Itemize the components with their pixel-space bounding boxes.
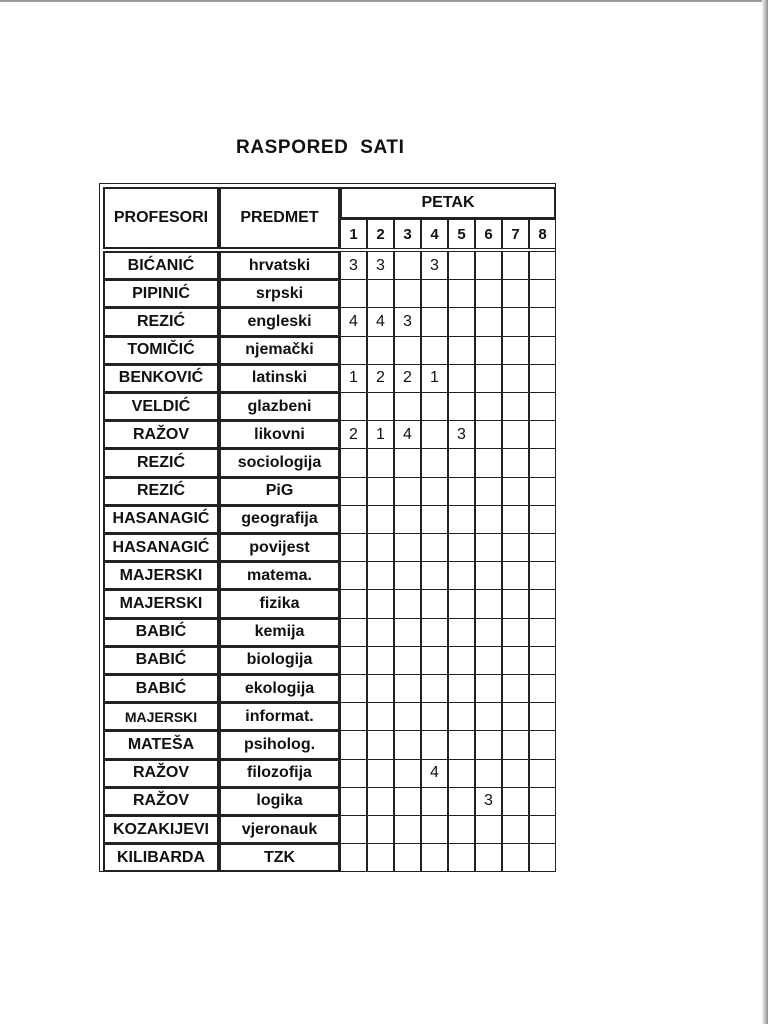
- hour-cell: [340, 533, 367, 562]
- hour-cell: 2: [394, 364, 421, 393]
- period-header-1: 1: [340, 219, 367, 249]
- hour-cell: [502, 420, 529, 449]
- hour-cell: [529, 730, 556, 759]
- professor-cell: BABIĆ: [103, 674, 219, 703]
- subject-cell: srpski: [219, 279, 340, 308]
- hour-cell: [475, 505, 502, 534]
- subject-cell: glazbeni: [219, 392, 340, 421]
- hour-cell: [340, 505, 367, 534]
- page-title: RASPORED SATI: [236, 137, 405, 158]
- hour-cell: [394, 702, 421, 731]
- professor-cell: MATEŠA: [103, 730, 219, 759]
- hour-cell: [448, 533, 475, 562]
- professor-cell: MAJERSKI: [103, 589, 219, 618]
- hour-cell: 1: [367, 420, 394, 449]
- hour-cell: [502, 702, 529, 731]
- hour-cell: [394, 674, 421, 703]
- hour-cell: [394, 618, 421, 647]
- professor-cell: HASANAGIĆ: [103, 533, 219, 562]
- subject-cell: fizika: [219, 589, 340, 618]
- period-header-4: 4: [421, 219, 448, 249]
- scan-edge-right: [762, 0, 768, 1024]
- hour-cell: [421, 477, 448, 506]
- hour-cell: [421, 702, 448, 731]
- hour-cell: [421, 307, 448, 336]
- period-header-6: 6: [475, 219, 502, 249]
- hour-cell: [367, 477, 394, 506]
- hour-cell: [421, 392, 448, 421]
- hour-cell: [529, 364, 556, 393]
- hour-cell: [475, 730, 502, 759]
- hour-cell: [529, 646, 556, 675]
- hour-cell: 4: [394, 420, 421, 449]
- hour-cell: 3: [394, 307, 421, 336]
- subject-cell: geografija: [219, 505, 340, 534]
- hour-cell: [394, 477, 421, 506]
- hour-cell: [502, 618, 529, 647]
- hour-cell: [340, 730, 367, 759]
- hour-cell: [529, 561, 556, 590]
- professor-cell: BABIĆ: [103, 618, 219, 647]
- hour-cell: [529, 589, 556, 618]
- hour-cell: [367, 589, 394, 618]
- hour-cell: [421, 336, 448, 365]
- hour-cell: [367, 843, 394, 872]
- hour-cell: [529, 336, 556, 365]
- subject-cell: likovni: [219, 420, 340, 449]
- hour-cell: [448, 477, 475, 506]
- hour-cell: [394, 533, 421, 562]
- subject-cell: vjeronauk: [219, 815, 340, 844]
- subject-cell: latinski: [219, 364, 340, 393]
- hour-cell: [448, 618, 475, 647]
- hour-cell: [475, 589, 502, 618]
- hour-cell: [448, 505, 475, 534]
- hour-cell: [340, 787, 367, 816]
- period-header-5: 5: [448, 219, 475, 249]
- hour-cell: [475, 759, 502, 788]
- hour-cell: [340, 279, 367, 308]
- hour-cell: [529, 477, 556, 506]
- header-subject: PREDMET: [219, 187, 340, 249]
- hour-cell: [367, 336, 394, 365]
- hour-cell: [475, 815, 502, 844]
- professor-cell: REZIĆ: [103, 448, 219, 477]
- hour-cell: [448, 702, 475, 731]
- hour-cell: [340, 561, 367, 590]
- hour-cell: [448, 589, 475, 618]
- subject-cell: psiholog.: [219, 730, 340, 759]
- hour-cell: [448, 364, 475, 393]
- hour-cell: [475, 251, 502, 280]
- professor-cell: BENKOVIĆ: [103, 364, 219, 393]
- subject-cell: sociologija: [219, 448, 340, 477]
- hour-cell: [421, 448, 448, 477]
- hour-cell: [475, 533, 502, 562]
- hour-cell: [340, 843, 367, 872]
- hour-cell: [448, 336, 475, 365]
- hour-cell: 3: [367, 251, 394, 280]
- professor-cell: RAŽOV: [103, 420, 219, 449]
- hour-cell: [502, 759, 529, 788]
- hour-cell: [529, 787, 556, 816]
- hour-cell: [475, 420, 502, 449]
- subject-cell: povijest: [219, 533, 340, 562]
- subject-cell: PiG: [219, 477, 340, 506]
- hour-cell: [421, 533, 448, 562]
- hour-cell: [367, 815, 394, 844]
- hour-cell: [394, 392, 421, 421]
- hour-cell: [367, 618, 394, 647]
- hour-cell: [475, 448, 502, 477]
- hour-cell: [421, 279, 448, 308]
- hour-cell: [502, 815, 529, 844]
- hour-cell: [502, 787, 529, 816]
- hour-cell: [421, 420, 448, 449]
- hour-cell: 2: [340, 420, 367, 449]
- hour-cell: [502, 646, 529, 675]
- subject-cell: filozofija: [219, 759, 340, 788]
- hour-cell: [475, 364, 502, 393]
- hour-cell: [502, 533, 529, 562]
- professor-cell: MAJERSKI: [103, 702, 219, 731]
- hour-cell: [421, 843, 448, 872]
- professor-cell: KOZAKIJEVI: [103, 815, 219, 844]
- hour-cell: [502, 392, 529, 421]
- hour-cell: [502, 505, 529, 534]
- hour-cell: [448, 674, 475, 703]
- hour-cell: [502, 477, 529, 506]
- hour-cell: [367, 505, 394, 534]
- hour-cell: [367, 279, 394, 308]
- subject-cell: logika: [219, 787, 340, 816]
- hour-cell: 3: [421, 251, 448, 280]
- hour-cell: [529, 815, 556, 844]
- hour-cell: [448, 646, 475, 675]
- hour-cell: 3: [448, 420, 475, 449]
- professor-cell: MAJERSKI: [103, 561, 219, 590]
- hour-cell: [367, 702, 394, 731]
- period-header-7: 7: [502, 219, 529, 249]
- hour-cell: [529, 759, 556, 788]
- hour-cell: [502, 251, 529, 280]
- hour-cell: [394, 843, 421, 872]
- hour-cell: [340, 674, 367, 703]
- hour-cell: [340, 759, 367, 788]
- hour-cell: [340, 702, 367, 731]
- hour-cell: [529, 307, 556, 336]
- hour-cell: [340, 448, 367, 477]
- hour-cell: [502, 674, 529, 703]
- subject-cell: njemački: [219, 336, 340, 365]
- professor-cell: KILIBARDA: [103, 843, 219, 872]
- professor-cell: RAŽOV: [103, 787, 219, 816]
- hour-cell: [475, 702, 502, 731]
- hour-cell: [475, 843, 502, 872]
- hour-cell: [421, 561, 448, 590]
- hour-cell: [475, 307, 502, 336]
- hour-cell: [475, 561, 502, 590]
- hour-cell: [394, 815, 421, 844]
- hour-cell: [529, 448, 556, 477]
- hour-cell: [394, 336, 421, 365]
- professor-cell: PIPINIĆ: [103, 279, 219, 308]
- hour-cell: [367, 392, 394, 421]
- hour-cell: [367, 787, 394, 816]
- hour-cell: [529, 533, 556, 562]
- hour-cell: [448, 730, 475, 759]
- hour-cell: [340, 589, 367, 618]
- hour-cell: [502, 448, 529, 477]
- subject-cell: informat.: [219, 702, 340, 731]
- hour-cell: [475, 392, 502, 421]
- hour-cell: [340, 815, 367, 844]
- hour-cell: [421, 815, 448, 844]
- hour-cell: [367, 561, 394, 590]
- hour-cell: [421, 589, 448, 618]
- hour-cell: [529, 420, 556, 449]
- hour-cell: [394, 279, 421, 308]
- hour-cell: [502, 843, 529, 872]
- hour-cell: [502, 561, 529, 590]
- hour-cell: [421, 618, 448, 647]
- professor-cell: TOMIČIĆ: [103, 336, 219, 365]
- period-header-3: 3: [394, 219, 421, 249]
- hour-cell: [448, 279, 475, 308]
- hour-cell: [502, 364, 529, 393]
- subject-cell: matema.: [219, 561, 340, 590]
- hour-cell: [502, 336, 529, 365]
- professor-cell: REZIĆ: [103, 477, 219, 506]
- hour-cell: [502, 279, 529, 308]
- hour-cell: [394, 251, 421, 280]
- hour-cell: [394, 759, 421, 788]
- hour-cell: [394, 730, 421, 759]
- hour-cell: [502, 307, 529, 336]
- professor-cell: REZIĆ: [103, 307, 219, 336]
- hour-cell: [502, 589, 529, 618]
- hour-cell: [448, 759, 475, 788]
- hour-cell: [529, 674, 556, 703]
- hour-cell: [367, 448, 394, 477]
- hour-cell: [367, 533, 394, 562]
- scan-edge-top: [0, 0, 768, 2]
- hour-cell: [421, 646, 448, 675]
- hour-cell: [448, 448, 475, 477]
- professor-cell: BIĆANIĆ: [103, 251, 219, 280]
- hour-cell: [421, 787, 448, 816]
- hour-cell: [448, 251, 475, 280]
- hour-cell: 1: [421, 364, 448, 393]
- hour-cell: [421, 730, 448, 759]
- hour-cell: [421, 674, 448, 703]
- hour-cell: [394, 589, 421, 618]
- hour-cell: 4: [367, 307, 394, 336]
- period-header-8: 8: [529, 219, 556, 249]
- period-header-2: 2: [367, 219, 394, 249]
- hour-cell: [448, 815, 475, 844]
- hour-cell: [394, 787, 421, 816]
- hour-cell: [475, 674, 502, 703]
- hour-cell: [340, 392, 367, 421]
- hour-cell: [529, 251, 556, 280]
- hour-cell: [367, 646, 394, 675]
- hour-cell: [394, 448, 421, 477]
- subject-cell: hrvatski: [219, 251, 340, 280]
- subject-cell: kemija: [219, 618, 340, 647]
- subject-cell: engleski: [219, 307, 340, 336]
- hour-cell: 2: [367, 364, 394, 393]
- hour-cell: [448, 561, 475, 590]
- professor-cell: BABIĆ: [103, 646, 219, 675]
- hour-cell: [394, 561, 421, 590]
- hour-cell: 3: [475, 787, 502, 816]
- subject-cell: ekologija: [219, 674, 340, 703]
- hour-cell: [394, 505, 421, 534]
- hour-cell: [475, 279, 502, 308]
- hour-cell: [394, 646, 421, 675]
- schedule-table: [103, 187, 556, 872]
- hour-cell: [340, 477, 367, 506]
- hour-cell: [367, 759, 394, 788]
- hour-cell: [448, 787, 475, 816]
- hour-cell: [475, 618, 502, 647]
- professor-cell: HASANAGIĆ: [103, 505, 219, 534]
- header-day: PETAK: [340, 187, 556, 219]
- hour-cell: [502, 730, 529, 759]
- hour-cell: [529, 505, 556, 534]
- hour-cell: [448, 392, 475, 421]
- hour-cell: [529, 618, 556, 647]
- professor-cell: RAŽOV: [103, 759, 219, 788]
- subject-cell: TZK: [219, 843, 340, 872]
- hour-cell: [475, 477, 502, 506]
- subject-cell: biologija: [219, 646, 340, 675]
- hour-cell: [529, 392, 556, 421]
- hour-cell: [367, 730, 394, 759]
- hour-cell: 4: [421, 759, 448, 788]
- hour-cell: [367, 674, 394, 703]
- hour-cell: [340, 618, 367, 647]
- hour-cell: [475, 646, 502, 675]
- hour-cell: [421, 505, 448, 534]
- hour-cell: [529, 279, 556, 308]
- hour-cell: [475, 336, 502, 365]
- hour-cell: [340, 336, 367, 365]
- header-professors: PROFESORI: [103, 187, 219, 249]
- hour-cell: [448, 307, 475, 336]
- hour-cell: [340, 646, 367, 675]
- hour-cell: 4: [340, 307, 367, 336]
- professor-cell: VELDIĆ: [103, 392, 219, 421]
- hour-cell: 1: [340, 364, 367, 393]
- hour-cell: [529, 843, 556, 872]
- hour-cell: [448, 843, 475, 872]
- hour-cell: [529, 702, 556, 731]
- hour-cell: 3: [340, 251, 367, 280]
